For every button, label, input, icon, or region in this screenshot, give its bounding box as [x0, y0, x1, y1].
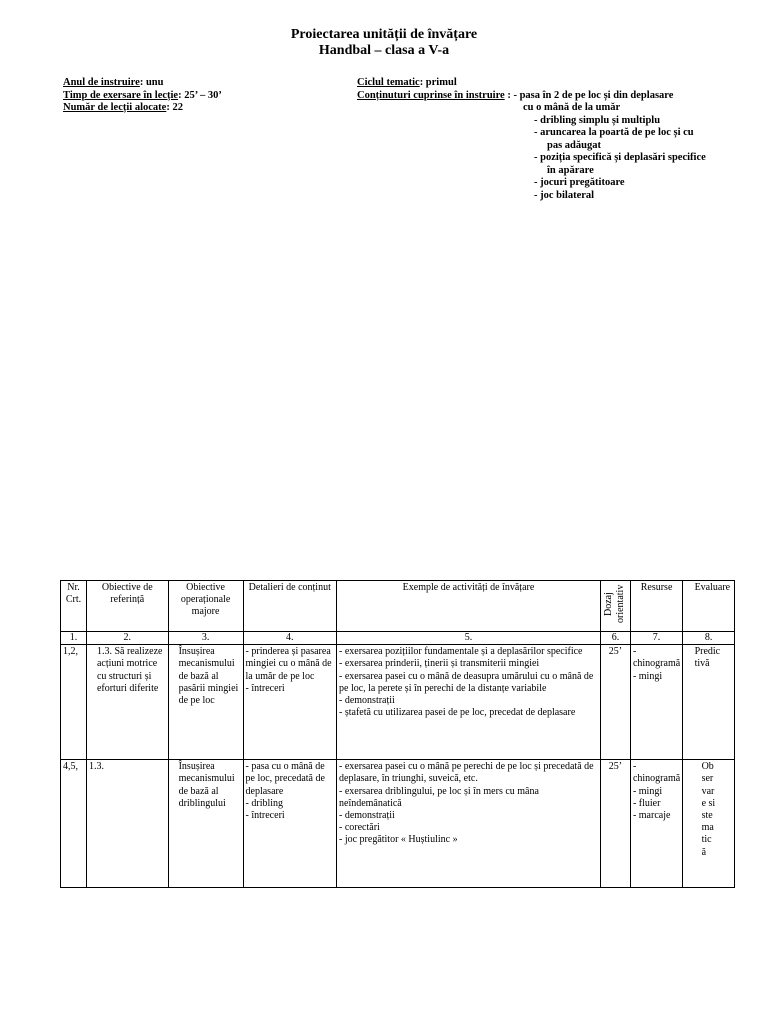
header-cell: Obiective operaționale majore	[168, 581, 243, 632]
number-cell: 1.	[61, 632, 87, 645]
time-label: Timp de exersare în lecție	[63, 89, 179, 101]
lessons-value: : 22	[166, 102, 183, 113]
det-item: - întreceri	[245, 682, 285, 694]
header-cell: Detalieri de conținut	[243, 581, 336, 632]
cycle-value: : primul	[419, 77, 457, 88]
number-cell: 2.	[86, 632, 168, 645]
content-line: în apărare	[547, 164, 594, 176]
act-cell	[337, 760, 601, 888]
year-label: Anul de instruire	[63, 77, 140, 88]
act-item: - exersarea pasei cu o mână de deasupra umărului cu o mână de pe loc, la perete și în perechi de la distanțe variabile	[339, 670, 594, 694]
ref-cell: 1.3.	[86, 760, 168, 888]
act-item: - exersarea pozițiilor fundamentale și a deplasărilor specifice	[339, 646, 583, 658]
act-item: - demonstrații	[339, 695, 395, 707]
op-cell: Însușirea mecanismului de bază al pasării mingiei de pe loc	[168, 645, 243, 760]
nr-cell: 1,2,	[61, 645, 87, 760]
res-cell	[630, 645, 682, 760]
number-cell: 5.	[337, 632, 601, 645]
number-cell: 7.	[630, 632, 682, 645]
eval-text: Observare sistematică	[701, 761, 716, 858]
dozaj-cell: 25’	[600, 760, 630, 888]
content-line: - aruncarea la poartă de pe loc și cu	[534, 127, 694, 138]
det-item: - prinderea și pasarea mingiei cu o mână de la umăr de pe loc	[245, 646, 332, 682]
lessons-label: Număr de lecții alocate	[63, 102, 167, 113]
meta-right	[357, 77, 737, 202]
op-cell: Însușirea mecanismului de bază al driblingului	[168, 760, 243, 888]
content-line: - dribling simplu și multiplu	[534, 114, 661, 126]
det-cell	[243, 645, 336, 760]
header-cell: Obiective de referință	[86, 581, 168, 632]
header-cell	[683, 581, 735, 632]
eval-text: Predictivă	[694, 646, 721, 670]
time-value: : 25’ – 30’	[178, 89, 222, 101]
act-cell	[337, 645, 601, 760]
content-label: Conținuturi cuprinse în instruire	[357, 89, 505, 101]
res-item: - mingi	[632, 785, 663, 797]
act-item: - joc pregătitor « Huștiulinc »	[339, 834, 458, 846]
res-item: - chinogramă	[632, 646, 681, 670]
res-item: - chinogramă	[632, 761, 681, 785]
eval-cell	[683, 645, 735, 760]
act-item: - ștafetă cu utilizarea pasei de pe loc, precedat de deplasare	[339, 707, 576, 719]
document-subtitle: Handbal – clasa a V-a	[318, 43, 450, 58]
content-line: cu o mână de la umăr	[523, 102, 621, 113]
header-cell	[600, 581, 630, 632]
number-cell: 8.	[683, 632, 735, 645]
meta-left	[63, 77, 323, 115]
det-item: - întreceri	[245, 810, 285, 822]
res-item: - fluier	[632, 797, 661, 809]
content-line: pas adăugat	[547, 139, 601, 151]
content-line: - poziția specifică și deplasări specifice	[534, 152, 706, 163]
header-cell: Resurse	[630, 581, 682, 632]
act-item: - demonstrații	[339, 810, 395, 822]
det-item: - pasa cu o mână de pe loc, precedată de deplasare	[245, 761, 325, 797]
content-line: - jocuri pregătitoare	[534, 177, 625, 188]
cycle-label: Ciclul tematic	[357, 77, 420, 88]
document-title: Proiectarea unității de învățare	[290, 27, 478, 42]
table-row	[61, 645, 735, 760]
planning-table	[60, 580, 735, 888]
header-cell: Exemple de activități de învățare	[337, 581, 601, 632]
res-item: - marcaje	[632, 810, 671, 822]
evaluare-header: Evaluare	[694, 582, 731, 593]
number-cell: 3.	[168, 632, 243, 645]
number-cell: 6.	[600, 632, 630, 645]
content-line: : - pasa în 2 de pe loc și din deplasare	[507, 89, 674, 101]
res-item: - mingi	[632, 670, 663, 682]
number-cell: 4.	[243, 632, 336, 645]
number-row	[61, 632, 735, 645]
header-cell: Nr. Crt.	[61, 581, 87, 632]
nr-cell: 4,5,	[61, 760, 87, 888]
act-item: - exersarea prinderii, ținerii și transmiterii mingiei	[339, 658, 540, 670]
act-item: - exersarea pasei cu o mână pe perechi de pe loc și precedată de deplasare, în triunghi, suveică, etc.	[339, 761, 594, 785]
eval-cell	[683, 760, 735, 888]
table-row	[61, 760, 735, 888]
det-cell	[243, 760, 336, 888]
header-row	[61, 581, 735, 632]
act-item: - exersarea driblingului, pe loc și în mers cu mâna neîndemânatică	[339, 785, 539, 809]
act-item: - corectări	[339, 822, 380, 834]
ref-cell: 1.3. Să realizeze acțiuni motrice cu structuri și eforturi diferite	[86, 645, 168, 760]
content-line: - joc bilateral	[534, 189, 595, 201]
det-item: - dribling	[245, 797, 284, 809]
dozaj-cell: 25’	[600, 645, 630, 760]
dozaj-header: Dozaj orientativ	[603, 584, 627, 624]
res-cell	[630, 760, 682, 888]
year-value: : unu	[139, 77, 164, 88]
